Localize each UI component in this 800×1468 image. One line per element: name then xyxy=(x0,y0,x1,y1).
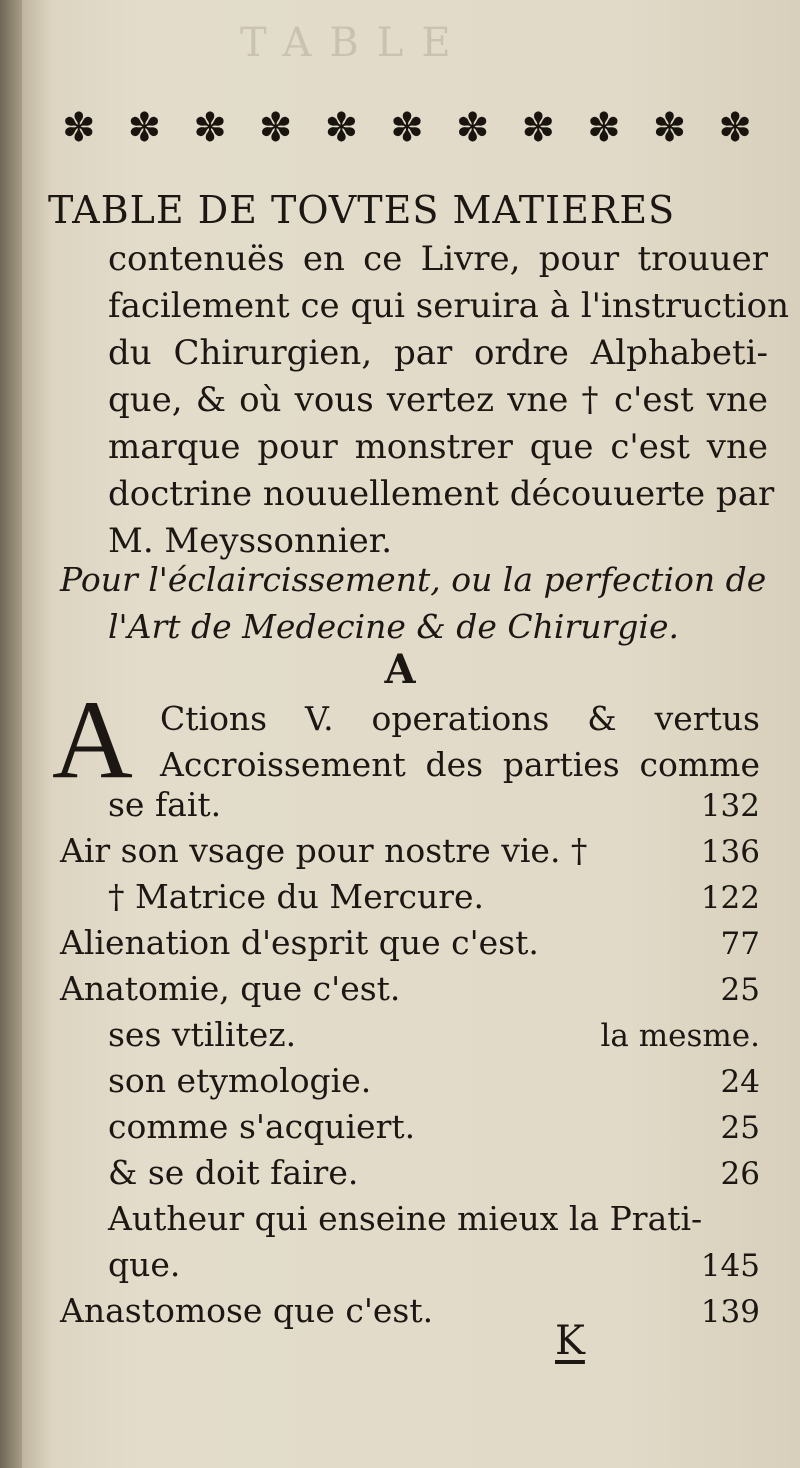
ornament-flower-icon: ✽ xyxy=(390,105,424,151)
intro-line: M. Meyssonnier. xyxy=(108,521,393,561)
index-entry xyxy=(60,966,760,1012)
entry-text: & se doit faire. xyxy=(108,1153,359,1192)
italic-line: l'Art de Medecine & de Chirurgie. xyxy=(108,607,679,646)
index-entry xyxy=(60,874,760,920)
entry-text: ses vtilitez. xyxy=(108,1015,297,1054)
index-entries xyxy=(60,782,760,1334)
italic-dedication xyxy=(60,556,767,650)
ornament-border xyxy=(62,92,752,164)
entry-text: Autheur qui enseine mieux la Prati- xyxy=(108,1199,703,1238)
entry-page-number: 25 xyxy=(720,972,760,1008)
section-letter: A xyxy=(384,646,416,693)
index-entry xyxy=(60,1196,760,1242)
first-entry-line: Ctions V. operations & vertus xyxy=(160,699,760,738)
entry-text: Alienation d'esprit que c'est. xyxy=(60,923,539,962)
ornament-flower-icon: ✽ xyxy=(324,105,359,151)
intro-line: que, & où vous vertez vne † c'est vne xyxy=(108,380,768,420)
ornament-flower-icon: ✽ xyxy=(258,105,293,151)
entry-page-number: 77 xyxy=(720,926,760,962)
catchword: K xyxy=(555,1318,585,1364)
entry-page-number: 26 xyxy=(720,1156,760,1192)
entry-page-number: 145 xyxy=(700,1248,760,1284)
drop-capital: A xyxy=(52,678,133,802)
ornament-flower-icon: ✽ xyxy=(521,105,555,151)
entry-text: † Matrice du Mercure. xyxy=(108,877,485,916)
entry-text: que. xyxy=(108,1245,181,1284)
entry-page-number: 122 xyxy=(700,880,760,916)
intro-line: marque pour monstrer que c'est vne xyxy=(108,427,768,467)
ornament-flower-icon: ✽ xyxy=(718,105,752,151)
entry-text: Air son vsage pour nostre vie. † xyxy=(60,831,588,870)
page-title: TABLE DE TOVTES MATIERES xyxy=(48,188,676,232)
index-entry xyxy=(60,828,760,874)
entry-page-number: la mesme. xyxy=(600,1018,760,1054)
index-entry xyxy=(60,1242,760,1288)
entry-text: Anastomose que c'est. xyxy=(60,1291,434,1330)
index-entry xyxy=(60,1104,760,1150)
ornament-flower-icon: ✽ xyxy=(193,105,227,151)
index-entry xyxy=(60,1288,760,1334)
entry-page-number: 136 xyxy=(700,834,760,870)
index-entry xyxy=(60,782,760,828)
intro-line: facilement ce qui seruira à l'instruction xyxy=(108,286,790,326)
intro-line: doctrine nouuellement découuerte par xyxy=(108,474,775,514)
ornament-flower-icon: ✽ xyxy=(62,105,96,151)
entry-text: Anatomie, que c'est. xyxy=(60,969,401,1008)
ornament-flower-icon: ✽ xyxy=(587,105,621,151)
index-entry xyxy=(60,1012,760,1058)
entry-text: son etymologie. xyxy=(108,1061,372,1100)
entry-page-number: 24 xyxy=(720,1064,760,1100)
index-entry xyxy=(60,920,760,966)
italic-line: Pour l'éclaircissement, ou la perfection de xyxy=(60,560,767,599)
entry-text: comme s'acquiert. xyxy=(108,1107,416,1146)
first-entry-line: Accroissement des parties comme xyxy=(160,745,760,784)
entry-text: se fait. xyxy=(108,785,222,824)
ornament-flower-icon: ✽ xyxy=(127,105,162,151)
book-gutter xyxy=(0,0,22,1468)
entry-page-number: 139 xyxy=(700,1294,760,1330)
show-through-text: TABLE xyxy=(240,20,469,66)
entry-page-number: 132 xyxy=(700,788,760,824)
intro-line: du Chirurgien, par ordre Alphabeti- xyxy=(108,333,768,373)
intro-paragraph xyxy=(108,236,790,565)
ornament-flower-icon: ✽ xyxy=(652,105,687,151)
intro-line: contenuës en ce Livre, pour trouuer xyxy=(108,239,768,279)
ornament-flower-icon: ✽ xyxy=(455,105,490,151)
index-entry xyxy=(60,1058,760,1104)
first-entry xyxy=(160,696,760,788)
index-entry xyxy=(60,1150,760,1196)
entry-page-number: 25 xyxy=(720,1110,760,1146)
